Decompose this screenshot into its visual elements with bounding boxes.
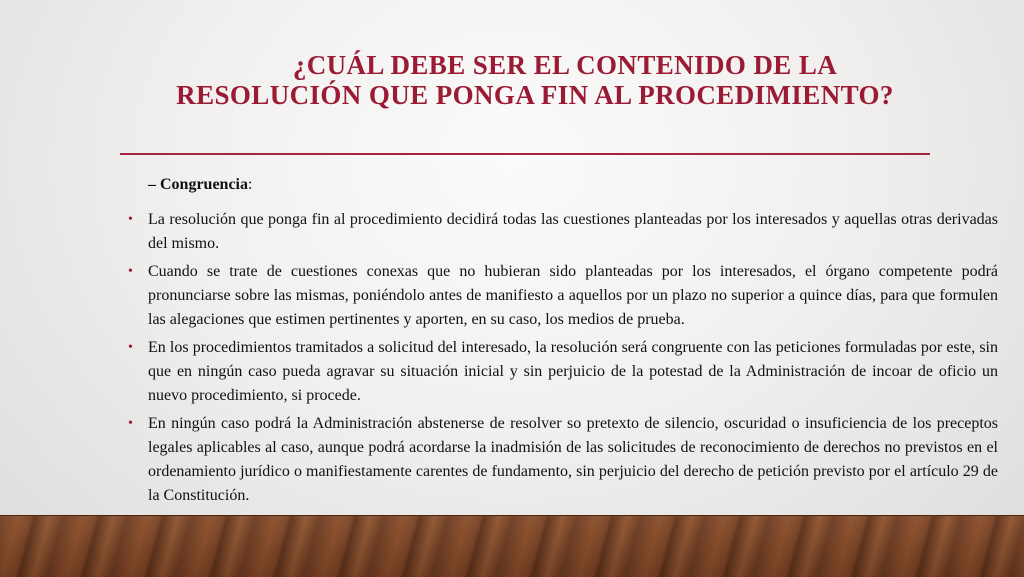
bullet-icon: •: [128, 264, 133, 279]
bullet-icon: •: [128, 340, 133, 355]
bullet-list: [128, 208, 998, 512]
slide-title-line-1: ¿CUÁL DEBE SER EL CONTENIDO DE LA: [292, 50, 838, 80]
bullet-item: [128, 336, 998, 408]
bullet-text: Cuando se trate de cuestiones conexas que no hubieran sido planteadas por los interesados, el órgano competente podrá pronunciarse sobre las mismas, poniéndolo antes de manifiesto a aquellos por un plazo no superior a quince días, para que formulen las alegaciones que estimen pertinentes y aporten, en su caso, los medios de prueba.: [148, 263, 998, 328]
wood-floor-decoration: [0, 515, 1024, 577]
bullet-item: [128, 260, 998, 332]
bullet-text: En los procedimientos tramitados a solicitud del interesado, la resolución será congruente con las peticiones formuladas por este, sin que en ningún caso pueda agravar su situación inicial y sin perjuicio de la potestad de la Administración de incoar de oficio un nuevo procedimiento, si procede.: [148, 339, 998, 404]
slide-title-line-2: RESOLUCIÓN QUE PONGA FIN AL PROCEDIMIENTO?: [176, 80, 894, 110]
subheading-colon: :: [248, 176, 253, 193]
slide-title: [130, 50, 940, 110]
bullet-text: En ningún caso podrá la Administración abstenerse de resolver so pretexto de silencio, oscuridad o insuficiencia de los preceptos legales aplicables al caso, aunque podrá acordarse la inadmisión de las solicitudes de reconocimiento de derechos no previstos en el ordenamiento jurídico o manifiestamente carentes de fundamento, sin perjuicio del derecho de petición previsto por el artículo 29 de la Constitución.: [148, 415, 998, 504]
bullet-item: [128, 412, 998, 508]
bullet-text: La resolución que ponga fin al procedimiento decidirá todas las cuestiones planteadas por los interesados y aquellas otras derivadas del mismo.: [148, 211, 998, 252]
section-subheading: [148, 176, 252, 194]
bullet-item: [128, 208, 998, 256]
subheading-label: – Congruencia: [148, 176, 248, 193]
bullet-icon: •: [128, 416, 133, 431]
title-divider: [120, 153, 930, 155]
bullet-icon: •: [128, 212, 133, 227]
